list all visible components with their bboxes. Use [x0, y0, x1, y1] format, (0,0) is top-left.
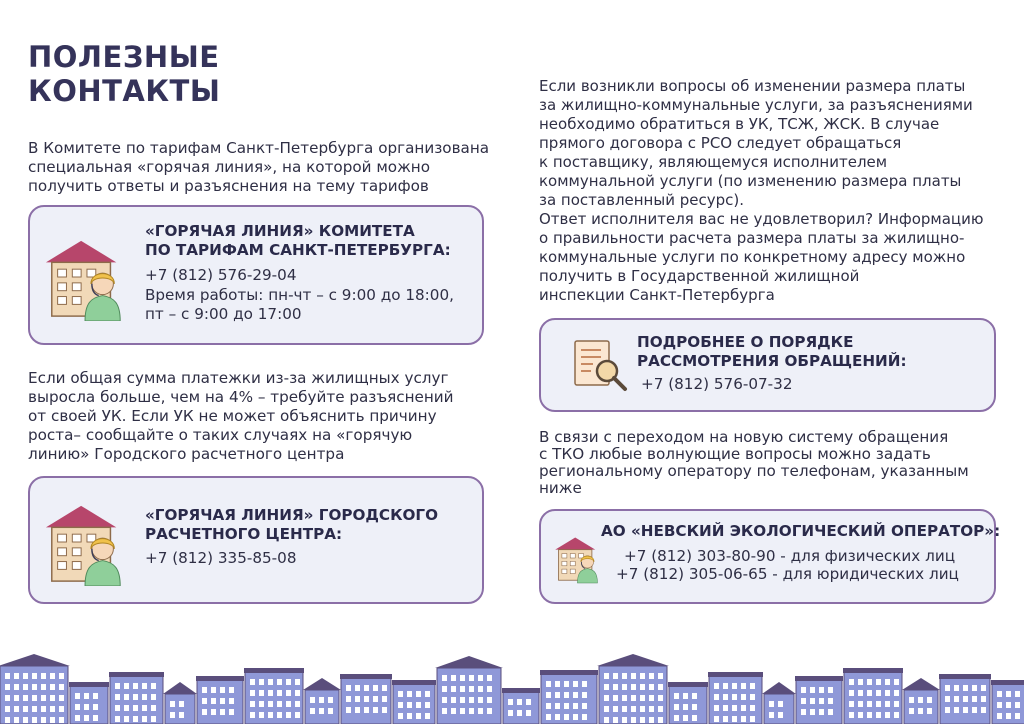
hotline-tariff-committee-card — [28, 205, 484, 345]
heading-line: «ГОРЯЧАЯ ЛИНИЯ» КОМИТЕТА — [145, 222, 415, 240]
text-line: с ТКО любые волнующие вопросы можно задать — [539, 445, 931, 463]
text-line: ниже — [539, 479, 582, 497]
heading-line: РАССМОТРЕНИЯ ОБРАЩЕНИЙ: — [637, 352, 907, 370]
phone-number[interactable]: +7 (812) 305-06-65 - для юридических лиц — [616, 565, 959, 583]
card-heading — [145, 506, 438, 544]
text-line: за жилищно-коммунальные услуги, за разъяснениями — [539, 96, 973, 114]
skyline-building — [163, 682, 197, 724]
text-line: коммунальные услуги по конкретному адресу можно — [539, 248, 966, 266]
skyline-building — [540, 670, 598, 724]
skyline-building — [340, 674, 392, 724]
phone-number[interactable]: +7 (812) 335-85-08 — [145, 549, 297, 567]
skyline-building — [939, 674, 991, 724]
card-heading — [145, 222, 451, 260]
text-line: В Комитете по тарифам Санкт-Петербурга организована — [28, 139, 490, 157]
title-line: ПОЛЕЗНЫЕ — [28, 40, 220, 74]
skyline-building — [244, 668, 304, 724]
text-line: выросла больше, чем на 4% – требуйте разъяснений — [28, 388, 454, 406]
document-search-icon — [571, 337, 631, 393]
text-line: роста– сообщайте о таких случаях на «горячую — [28, 426, 413, 444]
card-details — [616, 547, 959, 583]
text-line: Ответ исполнителя вас не удовлетворил? Информацию — [539, 210, 984, 228]
text-line: Если возникли вопросы об изменении размера платы — [539, 77, 966, 95]
text-line: линию» Городского расчетного центра — [28, 445, 345, 463]
text-line: коммунальной услуги (по изменению размера платы — [539, 172, 962, 190]
heading-line: ПО ТАРИФАМ САНКТ-ПЕТЕРБУРГА: — [145, 241, 451, 259]
house-operator-icon — [42, 233, 130, 321]
text-line: за поставленный ресурс). — [539, 191, 744, 209]
house-operator-icon — [553, 531, 603, 585]
hotline-settlement-center-card — [28, 476, 484, 604]
skyline-building — [668, 682, 708, 724]
heading-line: «ГОРЯЧАЯ ЛИНИЯ» ГОРОДСКОГО — [145, 506, 438, 524]
house-operator-icon — [42, 498, 130, 586]
tko-operator-text — [539, 429, 969, 497]
city-skyline-icon — [0, 654, 1024, 724]
text-line: от своей УК. Если УК не может объяснить причину — [28, 407, 437, 425]
text-line: к поставщику, являющемуся исполнителем — [539, 153, 888, 171]
heading-line: ПОДРОБНЕЕ О ПОРЯДКЕ — [637, 333, 854, 351]
card-heading — [637, 333, 907, 371]
page-title — [28, 40, 220, 108]
text-line: получить в Государственной жилищной — [539, 267, 860, 285]
text-line: региональному оператору по телефонам, указанным — [539, 462, 969, 480]
skyline-building — [392, 680, 436, 724]
text-line: инспекции Санкт-Петербурга — [539, 286, 775, 304]
payment-increase-text — [28, 369, 454, 464]
phone-number[interactable]: +7 (812) 303-80-90 - для физических лиц — [624, 547, 956, 565]
card-details — [145, 549, 296, 569]
phone-number[interactable]: +7 (812) 576-29-04 — [145, 266, 297, 284]
text-line: прямого договора с РСО следует обращаться — [539, 134, 902, 152]
card-details — [641, 375, 792, 395]
recalculation-info-text — [539, 77, 984, 305]
skyline-building — [435, 656, 503, 724]
working-hours: Время работы: пн-чт – с 9:00 до 18:00, — [145, 285, 454, 304]
text-line: Если общая сумма платежки из-за жилищных услуг — [28, 369, 449, 387]
skyline-building — [902, 678, 940, 724]
card-heading — [601, 522, 1000, 541]
skyline-building — [795, 676, 843, 724]
skyline-building — [597, 654, 669, 724]
skyline-building — [109, 672, 164, 724]
working-hours: пт – с 9:00 до 17:00 — [145, 305, 302, 323]
title-line: КОНТАКТЫ — [28, 74, 221, 108]
heading-line: АО «НЕВСКИЙ ЭКОЛОГИЧЕСКИЙ ОПЕРАТОР»: — [601, 522, 1001, 540]
skyline-building — [0, 654, 70, 724]
intro-text — [28, 139, 489, 196]
text-line: В связи с переходом на новую систему обращения — [539, 428, 949, 446]
appeals-procedure-card — [539, 318, 996, 412]
heading-line: РАСЧЕТНОГО ЦЕНТРА: — [145, 525, 343, 543]
skyline-building — [303, 678, 341, 724]
skyline-building — [708, 672, 763, 724]
text-line: необходимо обратиться в УК, ТСЖ, ЖСК. В случае — [539, 115, 940, 133]
text-line: получить ответы и разъяснения на тему тарифов — [28, 177, 429, 195]
skyline-building — [843, 668, 903, 724]
skyline-building — [762, 682, 796, 724]
card-details — [145, 266, 454, 325]
nevsky-ecological-operator-card — [539, 509, 1001, 604]
text-line: о правильности расчета размера платы за жилищно- — [539, 229, 965, 247]
skyline-building — [991, 680, 1024, 724]
skyline-building — [502, 688, 540, 724]
phone-number[interactable]: +7 (812) 576-07-32 — [641, 375, 793, 393]
skyline-building — [69, 682, 109, 724]
skyline-building — [196, 676, 244, 724]
text-line: специальная «горячая линия», на которой можно — [28, 158, 430, 176]
